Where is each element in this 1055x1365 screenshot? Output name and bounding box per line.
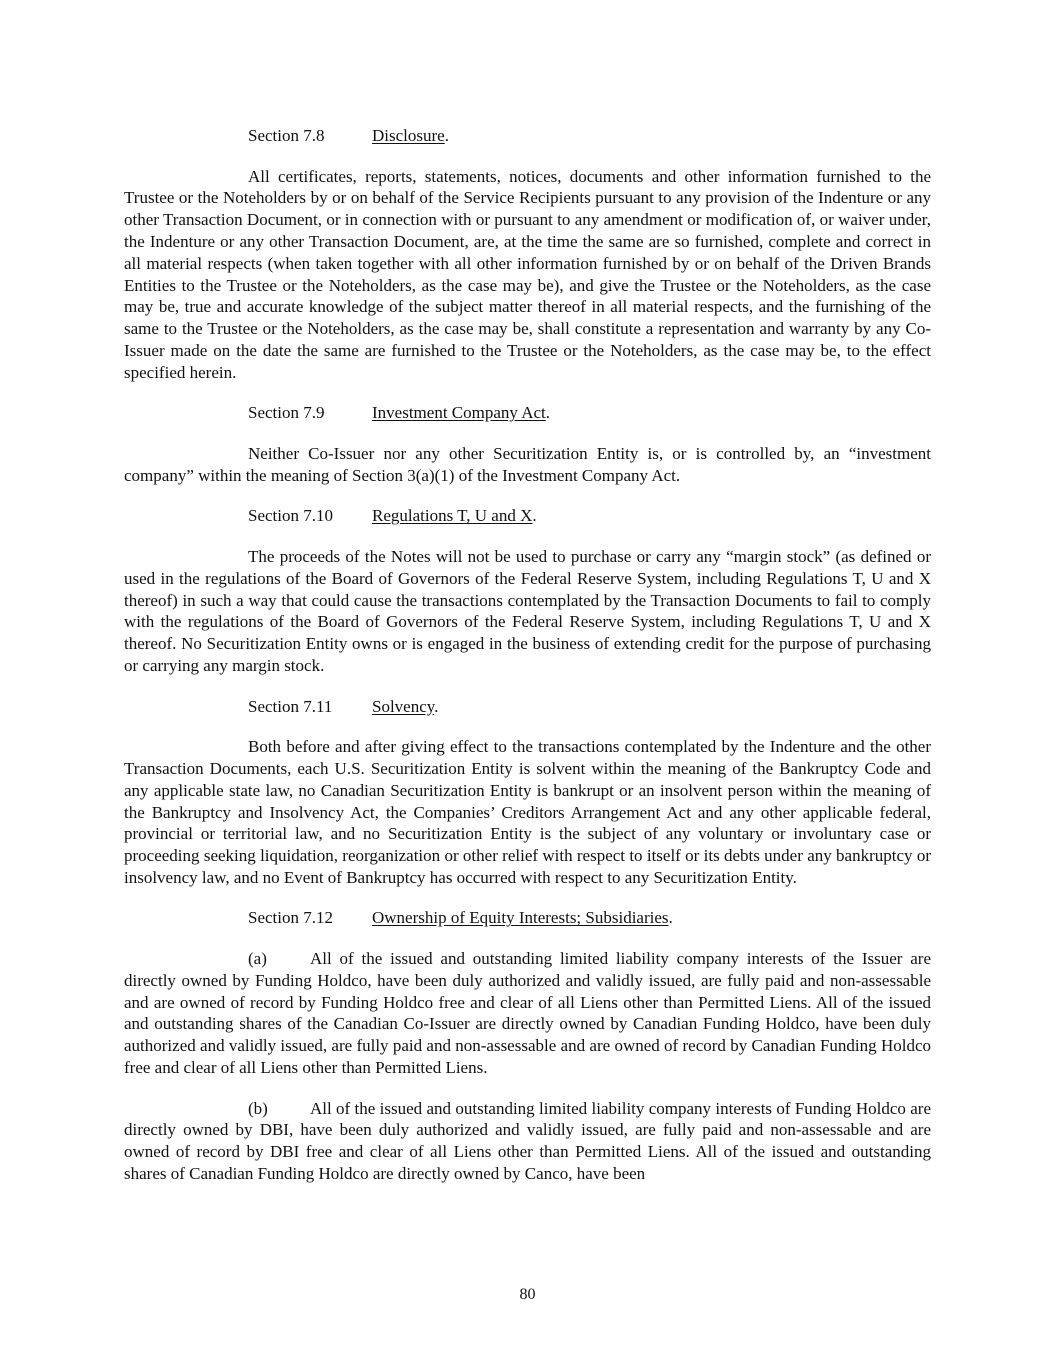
subsection-paragraph	[124, 948, 931, 1079]
section-title: Solvency	[372, 696, 435, 716]
paragraph-text: The proceeds of the Notes will not be used to purchase or carry any “margin stock” (as defined or used in the regulations of the Board of Governors of the Federal Reserve System, including Regulations T, U and X thereof) in such a way that could cause the transactions contemplated by the Transaction Documents to fail to comply with the regulations of the Board of Governors of the Federal Reserve System, including Regulations T, U and X thereof. No Securitization Entity owns or is engaged in the business of extending credit for the purpose of purchasing or carrying any margin stock.	[124, 546, 931, 675]
paragraph-text: All of the issued and outstanding limited liability company interests of Funding Holdco are directly owned by DBI, have been duly authorized and validly issued, are fully paid and non-assessable and are owned of record by DBI free and clear of all Liens other than Permitted Liens. All of the issued and outstanding shares of Canadian Funding Holdco are directly owned by Canco, have been	[124, 1098, 931, 1184]
subsection-paragraph	[124, 1098, 931, 1185]
section-paragraph	[124, 546, 931, 677]
section-paragraph	[124, 166, 931, 384]
paragraph-text: All certificates, reports, statements, notices, documents and other information furnished to the Trustee or the Noteholders by or on behalf of the Service Recipients pursuant to any provision of the Indenture or any other Transaction Document, or in connection with or pursuant to any amendment or modification of, or waiver under, the Indenture or any other Transaction Document, are, at the time the same are so furnished, complete and correct in all material respects (when taken together with all other information furnished by or on behalf of the Driven Brands Entities to the Trustee or the Noteholders, as the case may be), and give the Trustee or the Noteholders, as the case may be, true and accurate knowledge of the subject matter thereof in all material respects, and the furnishing of the same to the Trustee or the Noteholders, as the case may be, shall constitute a representation and warranty by any Co-Issuer made on the date the same are furnished to the Trustee or the Noteholders, as the case may be, to the effect specified herein.	[124, 166, 931, 382]
subsection-label: (b)	[248, 1098, 268, 1118]
section-heading: Section 7.9 Investment Company Act.	[248, 403, 551, 423]
paragraph-text: Neither Co-Issuer nor any other Securitization Entity is, or is controlled by, an “investment company” within the meaning of Section 3(a)(1) of the Investment Company Act.	[124, 443, 931, 485]
section-number: Section 7.11	[248, 696, 333, 716]
paragraph-text: Both before and after giving effect to the transactions contemplated by the Indenture and the other Transaction Documents, each U.S. Securitization Entity is solvent within the meaning of the Bankruptcy Code and any applicable state law, no Canadian Securitization Entity is bankrupt or an insolvent person within the meaning of the Bankruptcy and Insolvency Act, the Companies’ Creditors Arrangement Act and any other applicable federal, provincial or territorial law, and no Securitization Entity is the subject of any voluntary or involuntary case or proceeding seeking liquidation, reorganization or other relief with respect to itself or its debts under any bankruptcy or insolvency law, and no Event of Bankruptcy has occurred with respect to any Securitization Entity.	[124, 737, 931, 887]
section-number: Section 7.12	[248, 908, 333, 928]
section-heading: Section 7.12 Ownership of Equity Interests; Subsidiaries.	[248, 908, 673, 928]
document-body	[124, 125, 931, 1185]
section-title: Investment Company Act	[372, 403, 546, 423]
section-heading: Section 7.8 Disclosure.	[248, 126, 449, 145]
paragraph-text: All of the issued and outstanding limited liability company interests of the Issuer are directly owned by Funding Holdco, have been duly authorized and validly issued, are fully paid and non-assessable and are owned of record by Funding Holdco free and clear of all Liens other than Permitted Liens. All of the issued and outstanding shares of the Canadian Co-Issuer are directly owned by Canadian Funding Holdco, have been duly authorized and validly issued, are fully paid and non-assessable and are owned of record by Canadian Funding Holdco free and clear of all Liens other than Permitted Liens.	[124, 949, 931, 1078]
subsection-label: (a)	[248, 949, 267, 969]
section-title: Ownership of Equity Interests; Subsidiaries	[372, 908, 669, 928]
section-number: Section 7.9	[248, 403, 325, 423]
section-number: Section 7.10	[248, 506, 333, 526]
section-heading: Section 7.10 Regulations T, U and X.	[248, 506, 537, 526]
section-number: Section 7.8	[248, 126, 325, 145]
section-paragraph	[124, 443, 931, 487]
section-paragraph	[124, 736, 931, 889]
section-title: Disclosure	[372, 126, 445, 145]
section-title: Regulations T, U and X	[372, 506, 533, 526]
page-number: 80	[519, 1286, 536, 1303]
section-heading: Section 7.11 Solvency.	[248, 696, 439, 716]
